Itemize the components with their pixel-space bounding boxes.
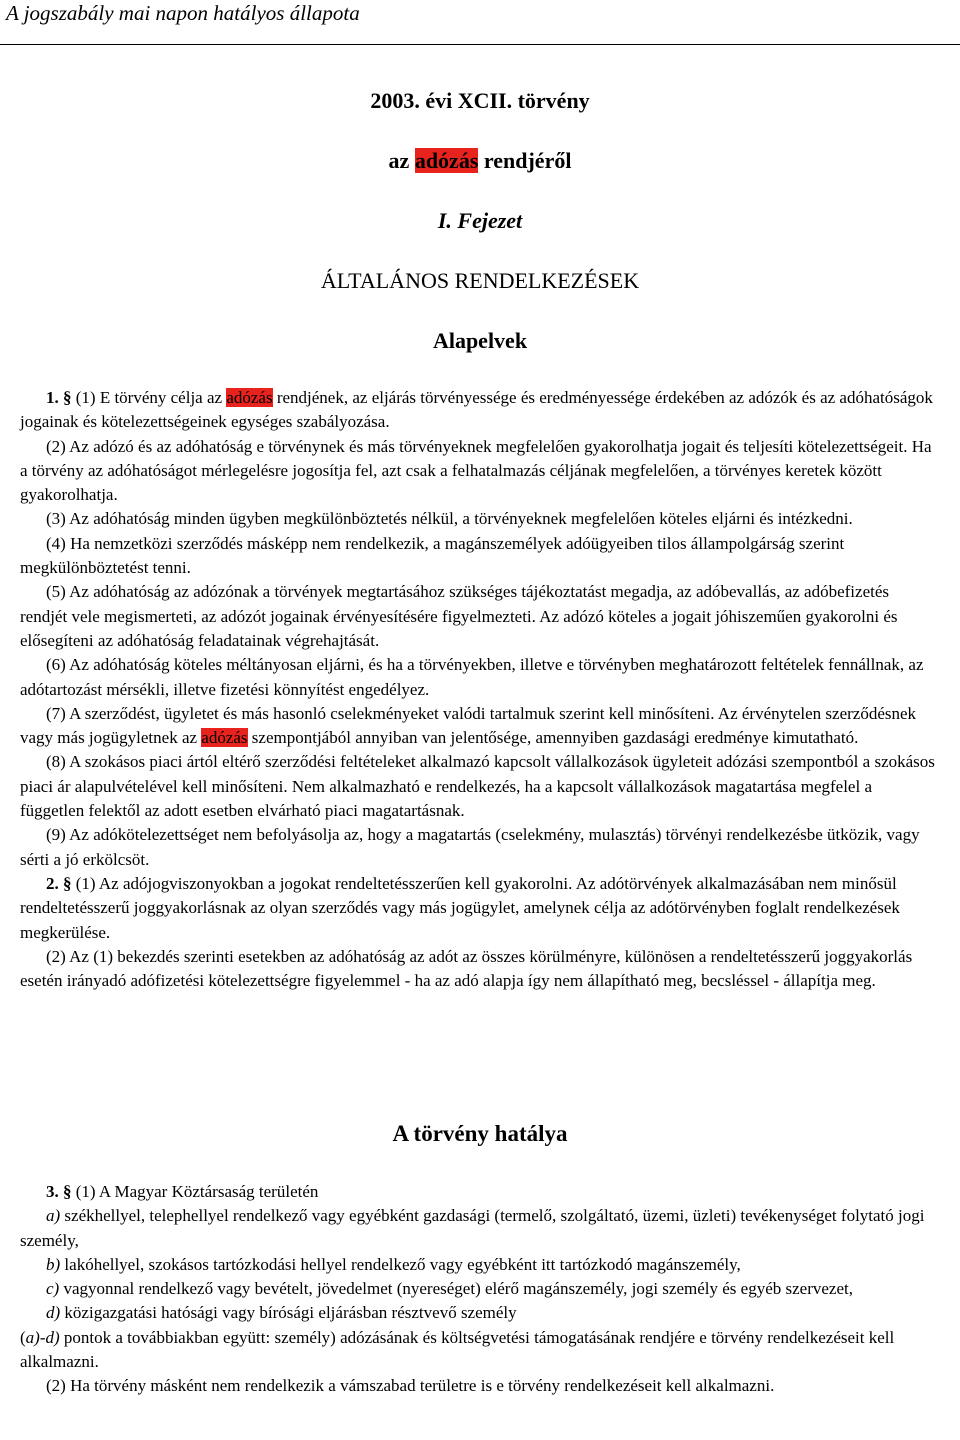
section-number: 3. § <box>46 1182 72 1201</box>
law-subtitle <box>0 146 960 176</box>
paragraph-1-8: (8) A szokásos piaci ártól eltérő szerződési feltételeket alkalmazó kapcsolt vállalkozások ügyleteit adózási szempontból a szokásos piaci ár alapulvételével kell minősíteni. Nem alkalmazható e rendelkezés, ha a kapcsolt vállalkozások magatartása megfelel a független felektől az adott esetben elvárható piaci magatartásnak. <box>20 752 935 821</box>
subtitle-pre: az <box>388 148 415 173</box>
paragraph-1-2: (2) Az adózó és az adóhatóság e törvénynek és más törvényeknek megfelelően gyakorolhatja jogait és teljesíti kötelezettségeit. Ha a törvény az adóhatóságot mérlegelésre jogosítja fel, azt csak a felhatalmazás céljának megfelelően, a törvényes keretek között gyakorolhatja. <box>20 436 932 505</box>
section-number: 1. § <box>46 388 72 407</box>
law-title: 2003. évi XCII. törvény <box>370 88 590 113</box>
point-b: b) lakóhellyel, szokásos tartózkodási hellyel rendelkező vagy egyébként itt tartózkodó magánszemély, <box>46 1254 741 1274</box>
point-c: c) vagyonnal rendelkező vagy bevételt, jövedelmet (nyereséget) elérő magánszemély, jogi személy és egyéb szervezet, <box>46 1279 853 1299</box>
paragraph-1-6: (6) Az adóhatóság köteles méltányosan eljárni, és ha a törvényekben, illetve e törvényben meghatározott feltételek fennállnak, az adótartozást mérsékli, illetve fizetési könnyítést engedélyez. <box>20 655 924 699</box>
running-header: A jogszabály mai napon hatályos állapota <box>6 1 360 25</box>
paragraph-2-1: 2. § (1) Az adójogviszonyokban a jogokat rendeltetésszerűen kell gyakorolni. Az adótörvények alkalmazásában nem minősül rendeltetésszerű joggyakorlásnak az olyan szerződés vagy más jogügylet, amelynek célja az adótörvényben foglalt rendelkezések megkerülése. <box>20 873 900 942</box>
paragraph-1-7: (7) A szerződést, ügyletet és más hasonló cselekményeket valódi tartalmuk szerint kell minősíteni. Az érvénytelen szerződésnek vagy más jogügyletnek az adózás szempontjából annyiban van jelentősége, amennyiben gazdasági eredménye kimutatható. <box>20 703 917 748</box>
chapter-title: ÁLTALÁNOS RENDELKEZÉSEK <box>320 268 640 293</box>
section-heading-alapelvek: Alapelvek <box>432 328 528 353</box>
point-d: d) közigazgatási hatósági vagy bírósági eljárásban résztvevő személy <box>46 1303 517 1323</box>
paragraph-1-9: (9) Az adókötelezettséget nem befolyásolja az, hogy a magatartás (cselekmény, mulasztás) törvényi rendelkezésbe ütközik, vagy sérti a jó erkölcsöt. <box>20 825 920 869</box>
search-highlight: adózás <box>201 728 248 748</box>
paragraph-1-1: 1. § (1) E törvény célja az adózás rendjének, az eljárás törvényessége és eredményessége érdekében az adózók és az adóhatóságok jogainak és kötelezettségeinek egységes szabályozása. <box>20 388 933 432</box>
points-summary: (a)-d) pontok a továbbiakban együtt: személy) adózásának és költségvetési támogatásának rendjére e törvény rendelkezéseit kell alkalmazni. <box>20 1327 895 1372</box>
paragraph-1-4: (4) Ha nemzetközi szerződés másképp nem rendelkezik, a magánszemélyek adóügyeiben tilos állampolgárság szerint megkülönböztetést tenni. <box>20 533 845 578</box>
header-divider <box>0 44 960 45</box>
section-heading-hataly: A törvény hatálya <box>392 1121 568 1146</box>
paragraph-2-2: (2) Az (1) bekezdés szerinti esetekben az adóhatóság az adót az összes körülményre, különösen a rendeltetésszerű joggyakorlás esetén irányadó adófizetési kötelezettségre figyelemmel - ha az adó alapja így nem állapítható meg, becsléssel - állapítja meg. <box>20 946 913 991</box>
subtitle-post: rendjéről <box>478 148 572 173</box>
chapter-number: I. Fejezet <box>437 208 523 233</box>
point-a: a) székhellyel, telephellyel rendelkező vagy egyébként gazdasági (termelő, szolgáltató, üzemi, üzleti) tevékenységet folytató jogi személy, <box>20 1206 925 1250</box>
section-1-body <box>20 386 938 993</box>
paragraph-1-5: (5) Az adóhatóság az adózónak a törvények megtartásához szükséges tájékoztatást megadja, az adóbevallás, az adóbefizetés rendjét vele megismerteti, az adózót jogainak érvényesítésére figyelmezteti. Az adózó köteles a jogait jóhiszeműen gyakorolni és elősegíteni az adóhatóság feladatainak végrehajtását. <box>20 582 898 650</box>
paragraph-1-3: (3) Az adóhatóság minden ügyben megkülönböztetés nélkül, a törvényeknek megfelelően köteles eljárni és intézkedni. <box>46 509 853 529</box>
paragraph-3-2: (2) Ha törvény másként nem rendelkezik a vámszabad területre is e törvény rendelkezéseit kell alkalmazni. <box>46 1376 775 1396</box>
search-highlight: adózás <box>414 148 479 173</box>
section-number: 2. § <box>46 873 72 893</box>
section-3-body <box>20 1180 938 1399</box>
search-highlight: adózás <box>226 388 273 407</box>
paragraph-3-1: 3. § (1) A Magyar Köztársaság területén <box>46 1182 319 1201</box>
